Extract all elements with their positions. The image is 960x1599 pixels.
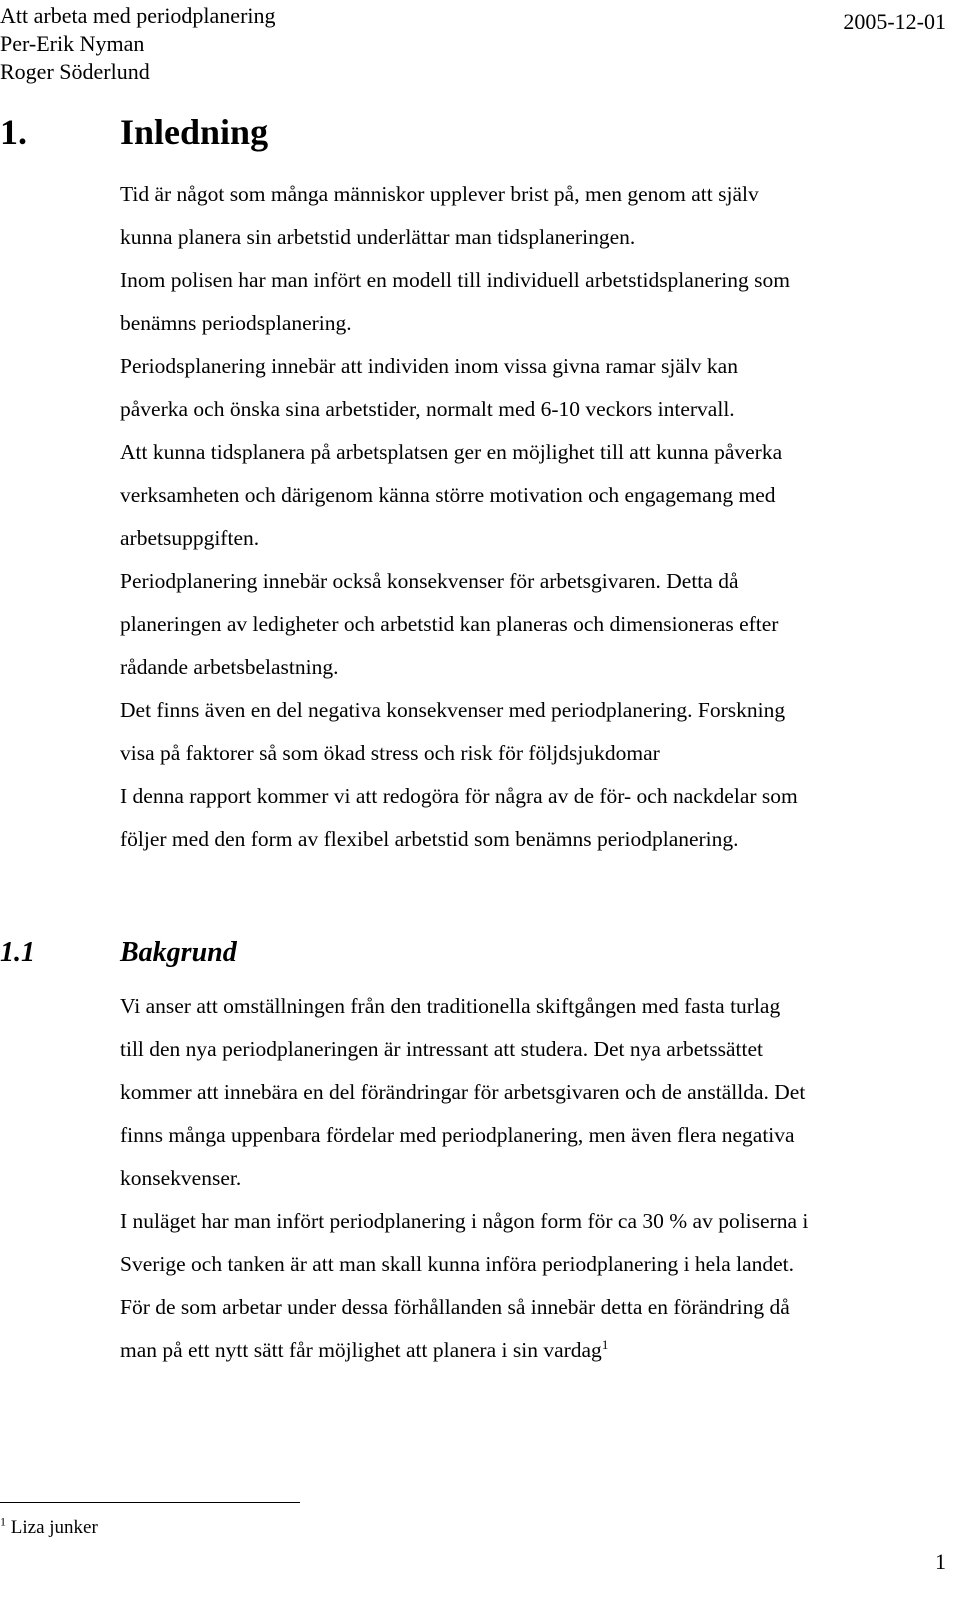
paragraph-line: planeringen av ledigheter och arbetstid kan planeras och dimensioneras efter	[120, 612, 779, 636]
paragraph-line: För de som arbetar under dessa förhållanden så innebär detta en förändring då	[120, 1295, 790, 1319]
footnote-marker: 1	[0, 1514, 6, 1529]
paragraph-line	[120, 1337, 608, 1363]
page-number: 1	[935, 1549, 946, 1574]
paragraph-line: rådande arbetsbelastning.	[120, 655, 339, 679]
header-title: Att arbeta med periodplanering	[0, 3, 276, 28]
paragraph-line: följer med den form av flexibel arbetstid som benämns periodplanering.	[120, 827, 739, 851]
header-author-1: Per-Erik Nyman	[0, 31, 145, 56]
footnote-divider	[0, 1502, 300, 1503]
paragraph-line: kunna planera sin arbetstid underlättar man tidsplaneringen.	[120, 225, 636, 249]
section-number: 1.	[0, 112, 27, 152]
paragraph-line: till den nya periodplaneringen är intressant att studera. Det nya arbetssättet	[120, 1037, 763, 1061]
footnote	[0, 1516, 98, 1540]
paragraph-line: Vi anser att omställningen från den traditionella skiftgången med fasta turlag	[120, 994, 781, 1018]
paragraph-line: Sverige och tanken är att man skall kunna införa periodplanering i hela landet.	[120, 1252, 795, 1276]
paragraph-line: Tid är något som många människor upplever brist på, men genom att själv	[120, 182, 759, 206]
header-date: 2005-12-01	[843, 9, 946, 34]
paragraph-line: konsekvenser.	[120, 1166, 242, 1190]
paragraph-line: Inom polisen har man infört en modell till individuell arbetstidsplanering som	[120, 268, 790, 292]
paragraph-line: Det finns även en del negativa konsekvenser med periodplanering. Forskning	[120, 698, 786, 722]
paragraph-line: Periodsplanering innebär att individen inom vissa givna ramar själv kan	[120, 354, 738, 378]
paragraph-line: Att kunna tidsplanera på arbetsplatsen ger en möjlighet till att kunna påverka	[120, 440, 783, 464]
paragraph-line: finns många uppenbara fördelar med periodplanering, men även flera negativa	[120, 1123, 795, 1147]
paragraph-line: I denna rapport kommer vi att redogöra för några av de för- och nackdelar som	[120, 784, 798, 808]
subsection-number: 1.1	[0, 937, 35, 968]
section-title: Inledning	[120, 112, 269, 152]
paragraph-line: I nuläget har man infört periodplanering i någon form för ca 30 % av poliserna i	[120, 1209, 809, 1233]
paragraph-line: visa på faktorer så som ökad stress och risk för följdsjukdomar	[120, 741, 660, 765]
footnote-text: Liza junker	[10, 1517, 98, 1538]
footnote-reference[interactable]: 1	[601, 1336, 609, 1352]
header-author-2: Roger Söderlund	[0, 59, 150, 84]
subsection-title: Bakgrund	[120, 937, 237, 968]
paragraph-line-text: man på ett nytt sätt får möjlighet att planera i sin vardag	[120, 1338, 602, 1362]
paragraph-line: kommer att innebära en del förändringar för arbetsgivaren och de anställda. Det	[120, 1080, 806, 1104]
paragraph-line: benämns periodsplanering.	[120, 311, 352, 335]
paragraph-line: påverka och önska sina arbetstider, normalt med 6-10 veckors intervall.	[120, 397, 735, 421]
paragraph-line: arbetsuppgiften.	[120, 526, 260, 550]
paragraph-line: verksamheten och därigenom känna större motivation och engagemang med	[120, 483, 776, 507]
paragraph-line: Periodplanering innebär också konsekvenser för arbetsgivaren. Detta då	[120, 569, 739, 593]
